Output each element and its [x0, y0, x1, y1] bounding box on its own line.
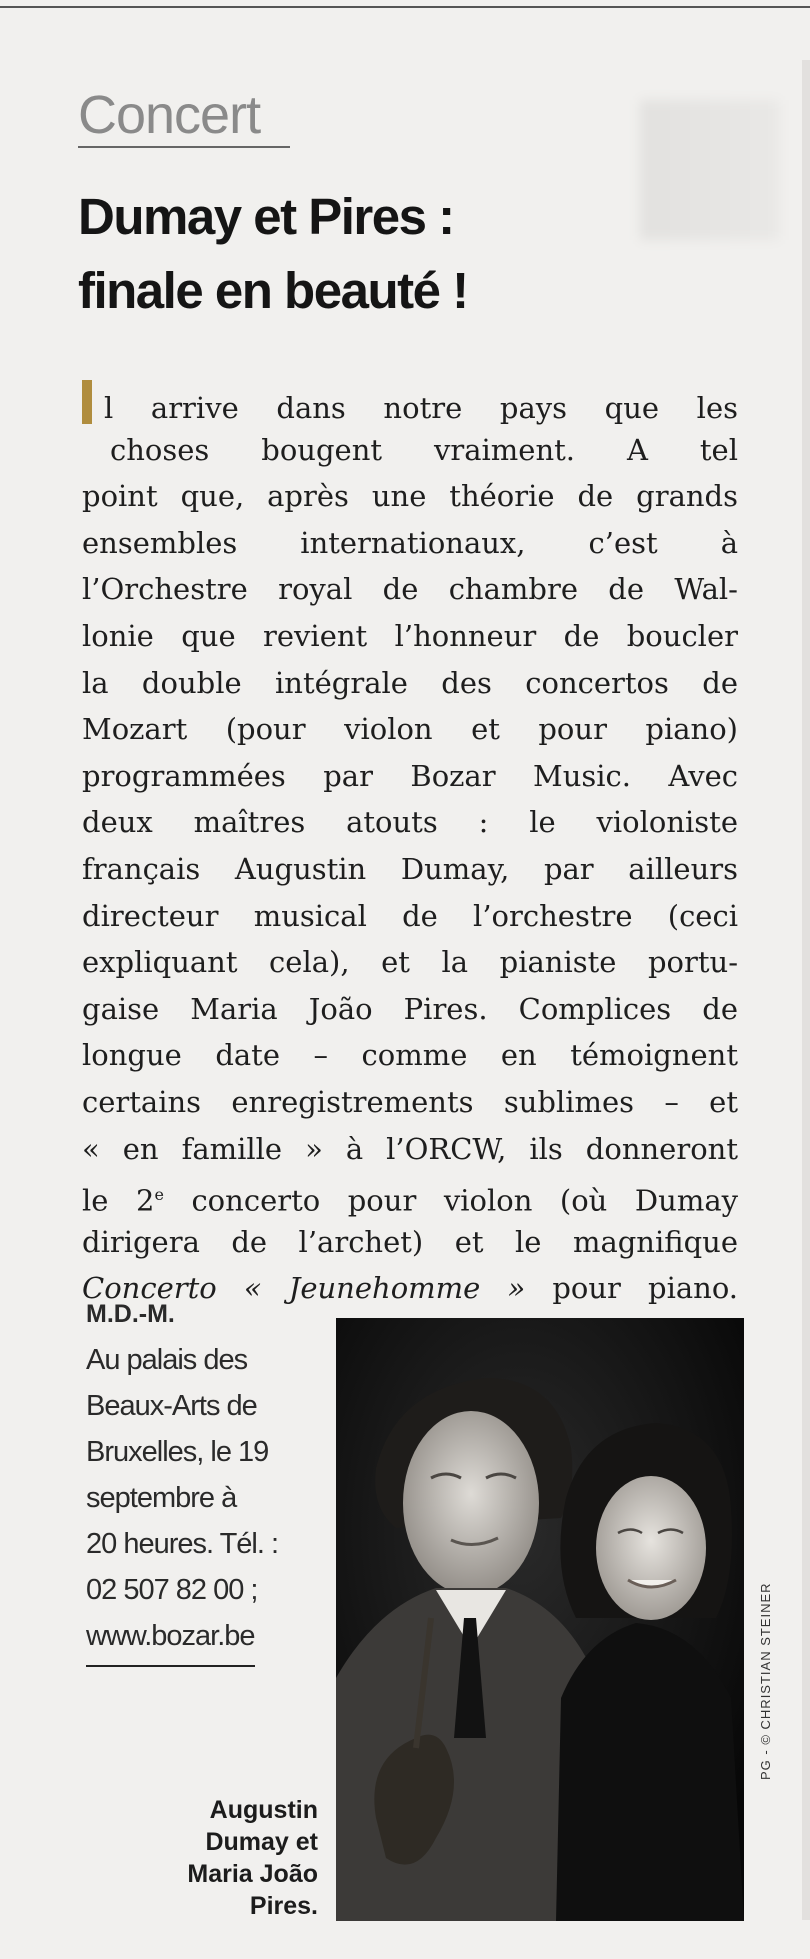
body-line: Mozart (pour violon et pour piano) — [82, 712, 738, 747]
info-line: 20 heures. Tél. : — [86, 1528, 279, 1560]
body-line: « en famille » à l’ORCW, ils donneront — [82, 1131, 738, 1166]
rubric-label: Concert — [78, 85, 261, 145]
caption-line: Maria João — [187, 1860, 318, 1888]
body-line: longue date – comme en témoignent — [82, 1038, 738, 1073]
caption-line: Pires. — [249, 1892, 318, 1920]
photo-caption — [150, 1794, 318, 1922]
body-line: directeur musical de l’orchestre (ceci — [82, 898, 738, 933]
body-line: deux maîtres atouts : le violoniste — [82, 805, 738, 840]
top-rule — [0, 6, 810, 8]
headline — [78, 180, 678, 328]
headline-line-1: Dumay et Pires : — [78, 188, 454, 245]
headline-line-2: finale en beauté ! — [78, 262, 468, 319]
page-edge — [802, 60, 810, 1920]
author-initials: M.D.-M. — [86, 1300, 175, 1328]
body-line: ensembles internationaux, c’est à — [82, 525, 738, 560]
event-info — [86, 1300, 296, 1667]
body-line: la double intégrale des concertos de — [82, 665, 738, 700]
info-line: septembre à — [86, 1482, 237, 1514]
body-line: expliquant cela), et la pianiste portu- — [82, 945, 738, 980]
body-line: l’Orchestre royal de chambre de Wal- — [82, 572, 738, 607]
body-line: certains enregistrements sublimes – et — [82, 1084, 738, 1119]
website-link[interactable]: www.bozar.be — [86, 1613, 255, 1667]
portrait-photo — [336, 1318, 744, 1921]
body-line: le 2e concerto pour violon (où Dumay — [82, 1183, 739, 1218]
caption-line: Dumay et — [205, 1828, 318, 1856]
info-line: 02 507 82 00 ; — [86, 1574, 258, 1606]
body-line: lonie que revient l’honneur de boucler — [82, 618, 738, 653]
event-details — [86, 1337, 296, 1667]
photo-credit: PG - © CHRISTIAN STEINER — [758, 1582, 773, 1780]
body-line: choses bougent vraiment. A tel — [110, 432, 738, 467]
body-line: Concerto « Jeunehomme » pour piano. — [82, 1271, 738, 1306]
body-line: programmées par Bozar Music. Avec — [82, 758, 738, 793]
body-line: gaise Maria João Pires. Complices de — [82, 991, 738, 1026]
caption-line: Augustin — [209, 1796, 318, 1824]
body-line: dirigera de l’archet) et le magnifique — [82, 1224, 738, 1259]
info-line: Beaux-Arts de — [86, 1390, 257, 1422]
info-line: Au palais des — [86, 1344, 248, 1376]
drop-cap-bar — [82, 380, 92, 424]
info-line: Bruxelles, le 19 — [86, 1436, 269, 1468]
article-body — [82, 380, 738, 1312]
body-line: français Augustin Dumay, par ailleurs — [82, 851, 738, 886]
body-line: l arrive dans notre pays que les — [82, 380, 738, 427]
body-line: point que, après une théorie de grands — [82, 479, 738, 514]
rubric-underline — [78, 146, 290, 148]
